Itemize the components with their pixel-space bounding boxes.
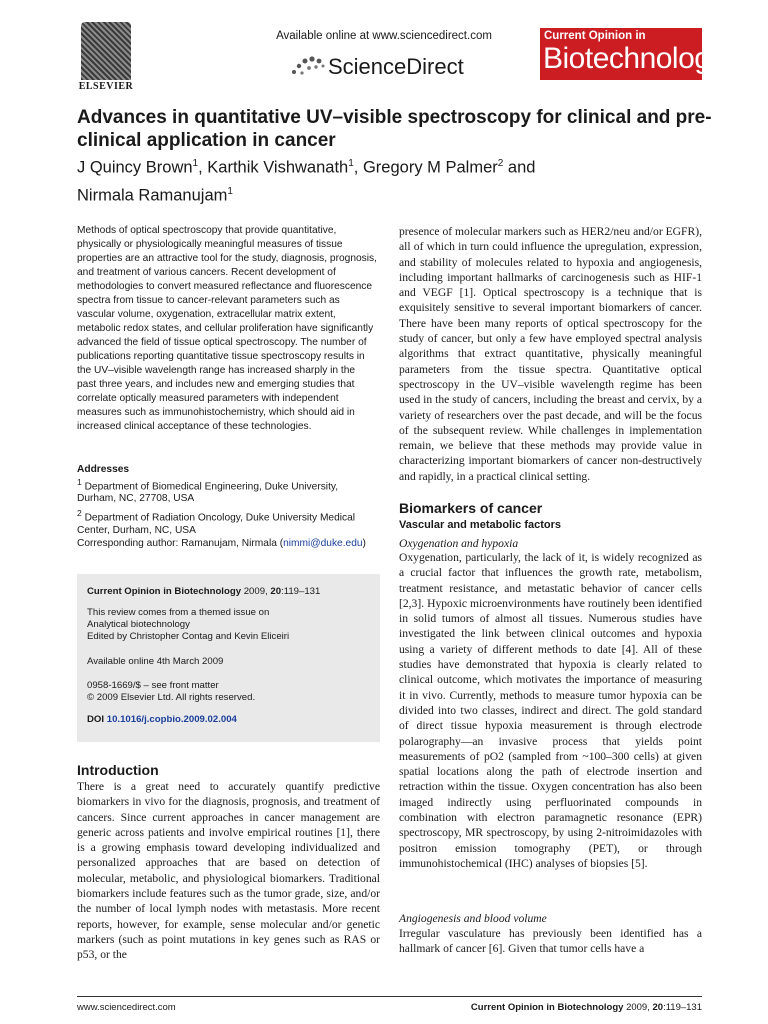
angiogenesis-text: Irregular vasculature has previously been identified has a hallmark of cancer [6]. Given that tumor cells have a: [399, 927, 702, 956]
addresses: [77, 476, 377, 539]
author-separator: ,: [198, 158, 208, 177]
author-name: Gregory M Palmer: [362, 158, 498, 177]
journal-banner-line1: Current Opinion in: [544, 30, 646, 42]
addresses-heading: Addresses: [77, 464, 130, 475]
author-separator: ,: [353, 158, 363, 177]
copyright-line: © 2009 Elsevier Ltd. All rights reserved.: [87, 692, 256, 703]
biomarkers-heading: Biomarkers of cancer: [399, 500, 543, 516]
address-item: [77, 507, 377, 536]
author-affiliation-sup: 2: [497, 158, 504, 169]
angiogenesis-heading: Angiogenesis and blood volume: [399, 912, 547, 925]
doi-link[interactable]: 10.1016/j.copbio.2009.02.004: [106, 714, 237, 725]
abstract: Methods of optical spectroscopy that provide quantitative, physically or physiologically meaningful measures of tissue properties are an attractive tool for the study, diagnosis, prognosis, and treatment of various cancers. Recent development of methodologies to convert measured reflectance and fluorescence spectra from tissue to cancer-relevant parameters such as vascular volume, oxygenation, extracellular matrix extent, metabolic redox states, and cellular proliferation have significantly advanced the field of tissue optical spectroscopy. The number of publications reporting quantitative tissue spectroscopy results in the UV–visible wavelength range has increased sharply in the past three years, and includes new and emerging studies that correlate optically measured parameters with independent measures such as immunohistochemistry, which should aid in increased clinical acceptance of these technologies.: [77, 225, 377, 432]
vascular-metabolic-heading: Vascular and metabolic factors: [399, 519, 562, 531]
corresponding-author: [77, 538, 377, 551]
article-info-box: [77, 574, 380, 742]
author-name: Nirmala Ramanujam: [77, 186, 228, 204]
footer-volume: 20: [652, 1002, 664, 1013]
author-affiliation-sup: 1: [192, 158, 199, 169]
citation-pages: :119–131: [281, 586, 321, 597]
available-online-date: Available online 4th March 2009: [87, 656, 224, 667]
introduction-continued-text: presence of molecular markers such as HER2/neu and/or EGFR), all of which in turn could influence the upregulation, expression, and stability of molecules related to hypoxia and angiogenesis, including important hallmarks of carcinogenesis such as HIF-1 and VEGF [1]. Optical spectroscopy is a technique that is exquisitely sensitive to several important biomarkers of cancer. There have been many reports of optical spectroscopy for the study of cancer, but only a few have employed spectral analysis algorithms that extract quantitative, physically meaningful parameters from the tissue spectra. Quantitative optical spectroscopy in the UV–visible wavelength regime has been used in the study of cancers, including the breast and cervix, by a variety of researchers over the past decade, and will be the focus of the subsequent review. While challenges in implementation remain, we believe that these methods may provide value in characterizing important biomarkers of cancer non-destructively and rapidly, in a practical clinical setting.: [399, 225, 702, 483]
available-online-text: Available online at www.sciencedirect.com: [276, 30, 492, 42]
citation-line: [87, 586, 372, 598]
issn-line: 0958-1669/$ – see front matter: [87, 680, 219, 691]
themed-issue-line1: This review comes from a themed issue on: [87, 607, 270, 618]
citation-year: 2009,: [241, 586, 271, 597]
footer-url[interactable]: www.sciencedirect.com: [77, 1002, 176, 1013]
address-sup: 2: [77, 508, 82, 519]
address-sup: 1: [77, 477, 82, 487]
corresponding-label: Corresponding author: Ramanujam, Nirmala (: [77, 538, 284, 549]
author-name: J Quincy Brown: [77, 158, 193, 177]
address-text: Department of Radiation Oncology, Duke University Medical Center, Durham, NC, USA: [77, 512, 356, 536]
themed-issue-line2: Analytical biotechnology: [87, 619, 190, 630]
journal-banner: [540, 28, 725, 80]
author-list: [77, 152, 717, 207]
author-name: Karthik Vishwanath: [207, 158, 349, 177]
corresponding-close: ): [362, 538, 366, 549]
author-separator: and: [503, 158, 536, 177]
journal-banner-line2: Biotechnology: [543, 42, 725, 75]
oxygenation-text: Oxygenation, particularly, the lack of it, is widely recognized as a crucial factor that influences the growth rate, metabolism, treatment resistance, and metastatic behavior of cancer cells [2,3]. Hypoxic microenvironments have routinely been identified in solid tumors of almost all tissues. Numerous studies have investigated the link between clinical outcomes and hypoxia using a variety of different methods to date [4]. All of these studies have demonstrated that hypoxia is clearly related to clinical outcome, which motivates the importance of measuring it in vivo. Currently, methods to measure tumor hypoxia can be divided into two classes, indirect and direct. The gold standard of direct tissue hypoxia measurement is through electrode polarography—an invasive process that yields point measurements of pO2 (sampled from ~100–300 cells) at given spatial locations along the path of electrode insertion and retraction within the tissue. Oxygen concentration has also been imaged indirectly using perfluorinated compounds in combination with electron paramagnetic resonance (EPR) spectroscopy, MR spectroscopy, by using 2-nitroimidazoles with positron emission tomography (PET), or through immunohistochemical (IHC) analyses of biopsies [5].: [399, 551, 702, 870]
footer-year: 2009,: [623, 1002, 653, 1013]
footer-divider: [77, 996, 702, 997]
corresponding-email-link[interactable]: nimmi@duke.edu: [283, 538, 363, 549]
author-affiliation-sup: 1: [227, 185, 233, 197]
address-item: [77, 476, 377, 505]
address-text: Department of Biomedical Engineering, Duke University, Durham, NC, 27708, USA: [77, 481, 339, 505]
sciencedirect-name: ScienceDirect: [328, 54, 464, 79]
oxygenation-heading: Oxygenation and hypoxia: [399, 537, 519, 550]
themed-issue-line3: Edited by Christopher Contag and Kevin Eliceiri: [87, 631, 290, 642]
citation-volume: 20: [270, 586, 282, 597]
doi-line: [87, 714, 372, 726]
introduction-text: There is a great need to accurately quantify predictive biomarkers in vivo for the diagnosis, prognosis, and treatment of cancers. Since current approaches in cancer management are generic across patients and involve empirical routines [1], there is a growing emphasis toward developing individualized and personalized approaches that are based on detection of molecular, metabolic, and physiological biomarkers. Traditional biomarkers include features such as the tumor grade, size, and/or the number of local lymph nodes with metastasis. More recent reports, however, for example, sense molecular and/or genetic markers (such as point mutations in key genes such as RAS or p53, or the: [77, 780, 380, 962]
footer-journal: Current Opinion in Biotechnology: [470, 1002, 624, 1013]
publisher-name: ELSEVIER: [78, 81, 134, 92]
footer-pages: :119–131: [663, 1002, 702, 1013]
sciencedirect-dots-icon: [290, 54, 326, 78]
footer-citation: [440, 1002, 702, 1013]
article-title: Advances in quantitative UV–visible spectroscopy for clinical and pre-clinical application in cancer: [77, 107, 712, 151]
author-affiliation-sup: 1: [348, 158, 354, 169]
citation-journal: Current Opinion in Biotechnology: [87, 586, 242, 597]
doi-label: DOI: [87, 714, 107, 725]
introduction-heading: Introduction: [77, 762, 159, 778]
